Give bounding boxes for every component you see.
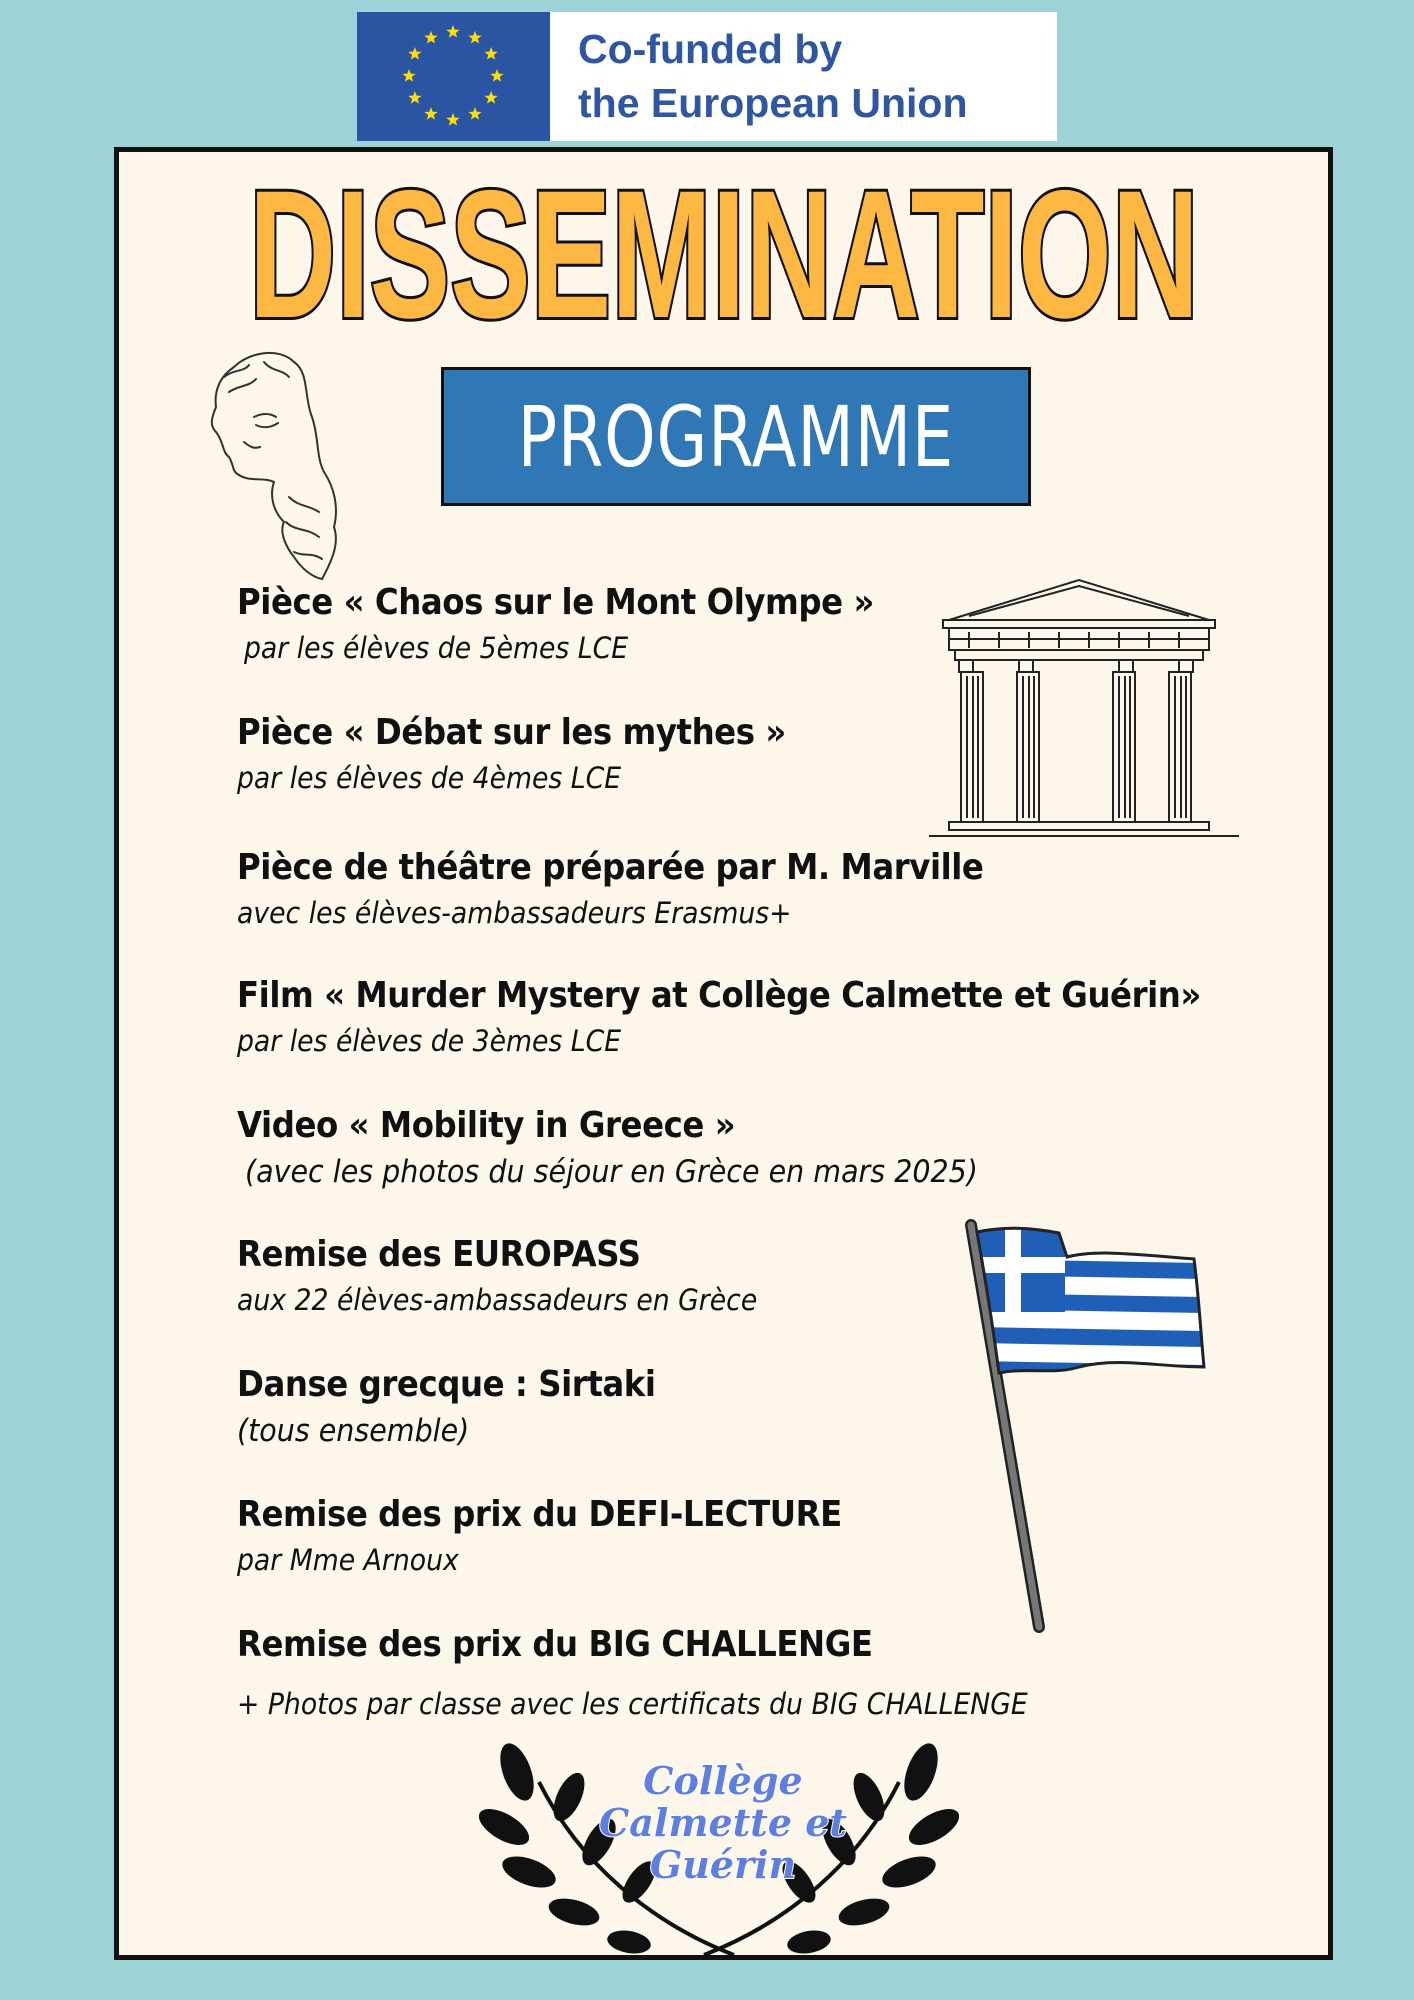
list-item: [237, 582, 945, 665]
poster-card: [114, 147, 1333, 1960]
footnote: + Photos par classe avec les certificats du BIG CHALLENGE: [237, 1687, 1028, 1721]
eu-star-icon: [446, 25, 459, 38]
programme-item-detail: par les élèves de 4èmes LCE: [237, 761, 622, 795]
greek-temple-icon: [929, 572, 1249, 842]
programme-item-title: Remise des prix du DEFI-LECTURE: [237, 1494, 842, 1535]
programme-item-title: Film « Murder Mystery at Collège Calmette et Guérin»: [237, 975, 1201, 1016]
programme-heading: PROGRAMME: [517, 387, 955, 486]
eu-star-icon: [408, 47, 421, 60]
eu-star-icon: [468, 107, 481, 120]
programme-item-title: Remise des prix du BIG CHALLENGE: [237, 1624, 873, 1665]
list-item: [237, 712, 847, 795]
list-item: [237, 975, 1308, 1058]
eu-star-icon: [490, 69, 503, 82]
eu-star-icon: [468, 31, 481, 44]
eu-star-icon: [408, 91, 421, 104]
programme-item-title: Danse grecque : Sirtaki: [237, 1364, 656, 1405]
eu-star-icon: [402, 69, 415, 82]
greek-flag-icon: [959, 1217, 1219, 1647]
programme-item-title: Remise des EUROPASS: [237, 1234, 641, 1275]
eu-star-icon: [484, 47, 497, 60]
eu-flag-icon: [357, 12, 550, 141]
poster-title: [219, 162, 1229, 332]
programme-item-detail: (avec les photos du séjour en Grèce en mars 2025): [245, 1154, 978, 1190]
eu-star-icon: [424, 31, 437, 44]
list-item: [237, 1105, 1042, 1190]
school-name-line1: Collège: [643, 1758, 803, 1803]
school-name-line3: Guérin: [649, 1842, 797, 1887]
laurel-wreath-icon: [479, 1742, 959, 1955]
eu-star-icon: [424, 107, 437, 120]
eu-funding-text: [550, 12, 1057, 141]
programme-item-detail: avec les élèves-ambassadeurs Erasmus+: [237, 896, 792, 930]
list-item: [237, 1624, 943, 1665]
school-name-line2: Calmette et: [599, 1800, 847, 1845]
programme-item-detail: par les élèves de 3èmes LCE: [237, 1024, 622, 1058]
list-item: [237, 847, 1066, 930]
eu-funding-line1: Co-funded by: [578, 26, 843, 72]
programme-item-title: Pièce de théâtre préparée par M. Marville: [237, 847, 984, 888]
programme-item-detail: aux 22 élèves-ambassadeurs en Grèce: [237, 1283, 758, 1317]
poster-title-text: DISSEMINATION: [249, 162, 1199, 332]
list-item: [237, 1494, 909, 1577]
list-item: [237, 1364, 702, 1449]
programme-item-detail: par Mme Arnoux: [237, 1543, 459, 1577]
eu-star-icon: [446, 113, 459, 126]
list-item: [237, 1234, 803, 1317]
programme-item-detail: (tous ensemble): [237, 1413, 470, 1449]
programme-heading-box: [441, 367, 1031, 506]
eu-funding-line2: the European Union: [578, 80, 968, 126]
programme-item-title: Pièce « Chaos sur le Mont Olympe »: [237, 582, 874, 623]
eu-funding-banner: [357, 12, 1057, 141]
programme-item-detail: par les élèves de 5èmes LCE: [244, 631, 629, 665]
programme-item-title: Pièce « Débat sur les mythes »: [237, 712, 786, 753]
greek-head-sketch-icon: [194, 347, 364, 582]
programme-item-title: Video « Mobility in Greece »: [237, 1105, 736, 1146]
eu-star-icon: [484, 91, 497, 104]
